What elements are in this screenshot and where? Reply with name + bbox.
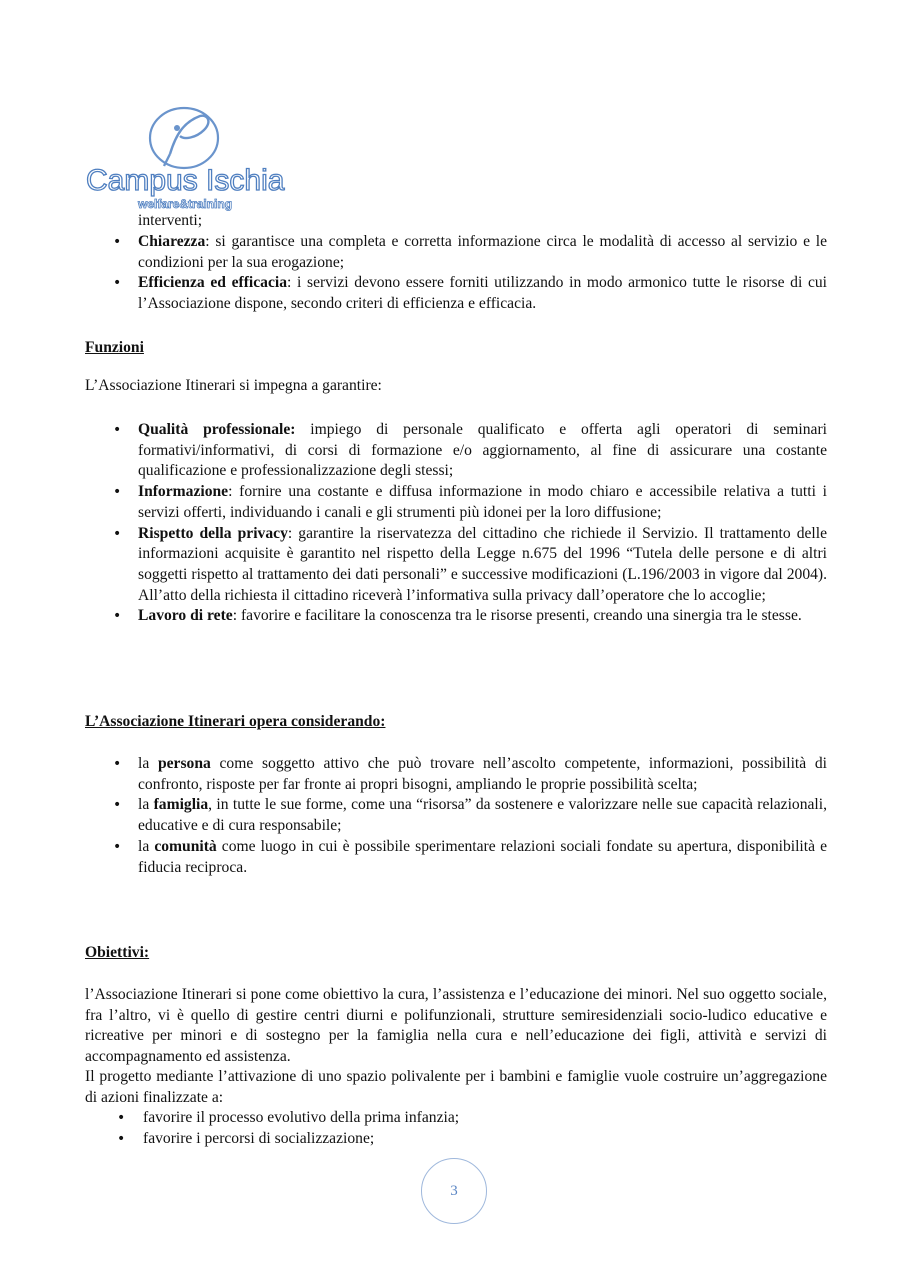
section-heading-opera: L’Associazione Itinerari opera considerando: xyxy=(85,713,386,730)
list-item xyxy=(85,754,827,795)
item-title: famiglia xyxy=(153,796,209,814)
item-prefix: la xyxy=(138,755,158,772)
item-text: come luogo in cui è possibile sperimentare relazioni sociali fondate su apertura, disponibilità e fiducia reciproca. xyxy=(138,837,827,876)
list-item xyxy=(85,606,827,627)
svg-text:Campus Ischia: Campus Ischia xyxy=(86,164,285,197)
item-title: persona xyxy=(157,755,211,772)
campus-ischia-logo xyxy=(84,104,300,212)
obiettivi-paragraph: l’Associazione Itinerari si pone come obiettivo la cura, l’assistenza e l’educazione dei minori. Nel suo oggetto sociale, fra l’altro, vi è quello di gestire centri diurni e polifunzionali, strutture semiresidenziali socio-ludico educative e ricreative per minori e di sostegno per la famiglia nella cura e nell’educazione dei figli, attività e servizi di accompagnamento ed assistenza. xyxy=(85,986,827,1066)
section-heading-funzioni: Funzioni xyxy=(85,339,144,356)
list-item: • favorire il processo evolutivo della prima infanzia; xyxy=(85,1108,827,1129)
obiettivi-list xyxy=(85,1108,827,1149)
page-number xyxy=(421,1158,487,1224)
item-text: impiego di personale qualificato e offerta agli operatori di seminari formativi/informativi, di corsi di formazione e/o aggiornamento, al fine di assicurare una costante qualificazione e professionalizzazione degli stessi; xyxy=(138,421,828,480)
item-title: Efficienza ed efficacia xyxy=(138,274,288,292)
item-title: Rispetto della privacy xyxy=(138,524,288,542)
item-text: : si garantisce una completa e corretta informazione circa le modalità di accesso al servizio e le condizioni per la sua erogazione; xyxy=(138,233,827,271)
item-title: Lavoro di rete xyxy=(138,607,233,625)
item-text: : i servizi devono essere forniti utilizzando in modo armonico tutte le risorse di cui l’Associazione dispone, secondo criteri di efficienza e efficacia. xyxy=(138,274,828,313)
item-title: Qualità professionale: xyxy=(138,421,296,438)
item-title: comunità xyxy=(154,837,217,855)
list-item xyxy=(85,420,827,482)
item-title: Chiarezza xyxy=(138,233,206,250)
svg-text:welfare&training: welfare&training xyxy=(138,197,233,211)
item-text: come soggetto attivo che può trovare nell’ascolto competente, informazioni, possibilità di confronto, risposte per far fronte ai propri bisogni, ampliando le proprie possibilità scelta; xyxy=(138,755,827,793)
item-text: : favorire e facilitare la conoscenza tra le risorse presenti, creando una sinergia tra le stesse. xyxy=(232,607,802,625)
list-item xyxy=(85,482,827,523)
principles-list xyxy=(85,232,827,315)
funzioni-list xyxy=(85,420,827,627)
funzioni-intro: L’Associazione Itinerari si impegna a garantire: xyxy=(85,377,382,394)
list-item: • favorire i percorsi di socializzazione; xyxy=(85,1129,827,1150)
list-item xyxy=(85,795,827,836)
continuation-text: interventi; xyxy=(138,212,203,229)
opera-list xyxy=(85,754,827,878)
item-title: Informazione xyxy=(138,483,229,501)
obiettivi-paragraph: Il progetto mediante l’attivazione di uno spazio polivalente per i bambini e famiglie vuole costruire un’aggregazione di azioni finalizzate a: xyxy=(85,1068,827,1106)
list-item xyxy=(85,837,827,878)
item-text: : fornire una costante e diffusa informazione in modo chiaro e accessibile relativa a tutti i servizi offerti, individuando i canali e gli strumenti più idonei per la loro diffusione; xyxy=(138,483,827,521)
list-item xyxy=(85,524,827,607)
list-item xyxy=(85,232,827,273)
item-text: : garantire la riservatezza del cittadino che richiede il Servizio. Il trattamento delle informazioni acquisite è garantito nel rispetto della Legge n.675 del 1996 “Tutela delle persone e di altri soggetti rispetto al trattamento dei dati personali” e successive modificazioni (L.196/2003 in vigore dal 2004). All’atto della richiesta il cittadino riceverà l’informativa sulla privacy dall’operatore che lo accoglie; xyxy=(138,524,827,604)
item-prefix: la xyxy=(138,796,154,814)
list-item xyxy=(85,273,827,314)
section-heading-obiettivi: Obiettivi: xyxy=(85,944,150,961)
item-prefix: la xyxy=(138,837,155,855)
page-number-label: 3 xyxy=(450,1182,458,1199)
item-text: , in tutte le sue forme, come una “risorsa” da sostenere e valorizzare nelle sue capacità relazionali, educative e di cura responsabile; xyxy=(138,796,827,835)
